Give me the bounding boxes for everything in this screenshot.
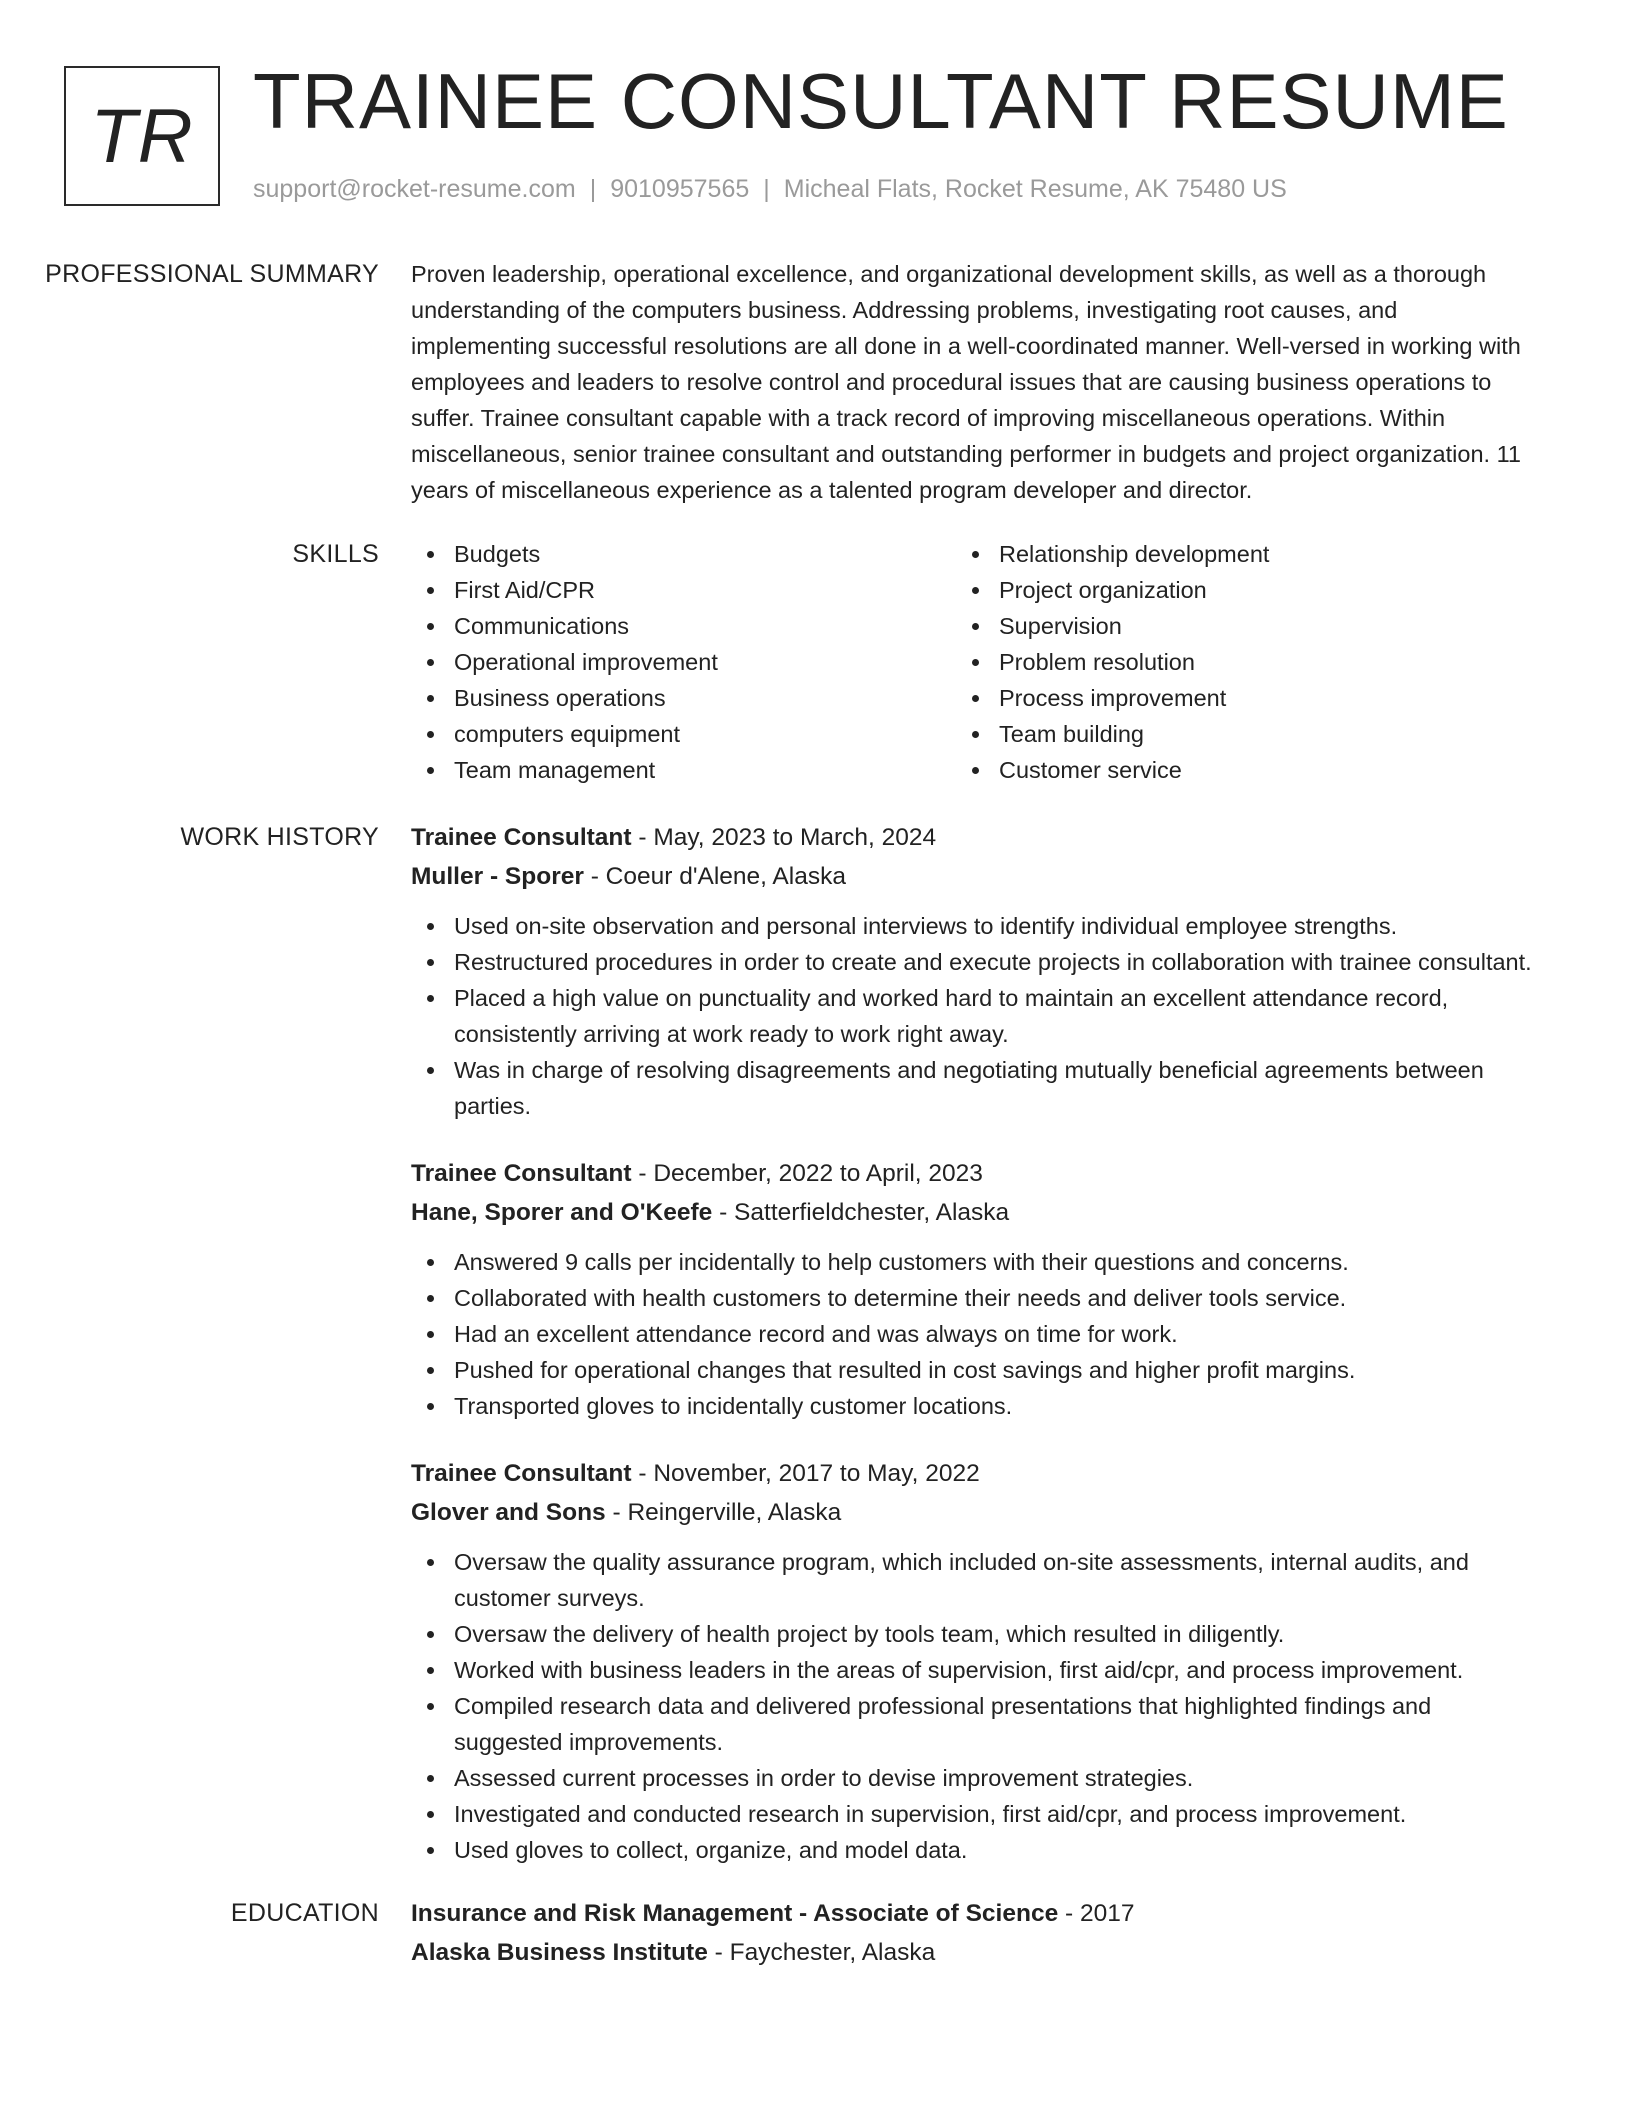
skill-item: Operational improvement — [411, 644, 956, 680]
job-bullet: Transported gloves to incidentally customer locations. — [411, 1388, 1541, 1424]
job-bullet: Restructured procedures in order to create and execute projects in collaboration with trainee consultant. — [411, 944, 1541, 980]
job-location: - Reingerville, Alaska — [605, 1499, 842, 1526]
education-body — [411, 1894, 1541, 1972]
job-bullet: Investigated and conducted research in supervision, first aid/cpr, and process improvement. — [411, 1796, 1541, 1832]
skill-item: computers equipment — [411, 716, 956, 752]
job-bullet: Pushed for operational changes that resulted in cost savings and higher profit margins. — [411, 1352, 1541, 1388]
job-company: Hane, Sporer and O'Keefe — [411, 1199, 713, 1226]
skills-heading: SKILLS — [292, 540, 379, 568]
work-history-heading: WORK HISTORY — [180, 823, 379, 851]
skill-item: Customer service — [956, 752, 1501, 788]
job-location: - Satterfieldchester, Alaska — [712, 1199, 1010, 1226]
contact-separator: | — [589, 175, 597, 203]
education-school-line — [411, 1933, 1541, 1972]
summary-body — [411, 256, 1541, 508]
job-company-line — [411, 1493, 1541, 1532]
job-entry — [411, 1154, 1541, 1424]
education-degree: Insurance and Risk Management - Associate of Science — [411, 1900, 1059, 1927]
resume-content — [0, 256, 1632, 1992]
skills-section — [0, 536, 1632, 788]
job-bullets — [411, 908, 1541, 1124]
skills-list-left — [411, 536, 956, 788]
skill-item: Problem resolution — [956, 644, 1501, 680]
job-bullet: Compiled research data and delivered professional presentations that highlighted findings and suggested improvements. — [411, 1688, 1541, 1760]
job-bullet: Used on-site observation and personal interviews to identify individual employee strengths. — [411, 908, 1541, 944]
job-bullet: Oversaw the delivery of health project by tools team, which resulted in diligently. — [411, 1616, 1541, 1652]
job-role-line — [411, 1454, 1541, 1493]
contact-separator: | — [763, 175, 770, 203]
job-role-line — [411, 1154, 1541, 1193]
skill-item: Business operations — [411, 680, 956, 716]
contact-phone[interactable]: 9010957565 — [610, 175, 750, 203]
job-bullet: Answered 9 calls per incidentally to help customers with their questions and concerns. — [411, 1244, 1541, 1280]
job-company-line — [411, 857, 1541, 896]
job-bullets — [411, 1244, 1541, 1424]
resume-title: TRAINEE CONSULTANT RESUME — [253, 57, 1509, 145]
job-company: Glover and Sons — [411, 1499, 606, 1526]
monogram-box — [64, 66, 220, 206]
job-entry — [411, 818, 1541, 1124]
job-company-line — [411, 1193, 1541, 1232]
job-bullet: Used gloves to collect, organize, and model data. — [411, 1832, 1541, 1868]
contact-line — [253, 175, 1287, 204]
skill-item: Process improvement — [956, 680, 1501, 716]
summary-heading: PROFESSIONAL SUMMARY — [45, 260, 379, 288]
education-degree-line — [411, 1894, 1541, 1933]
job-dates: - December, 2022 to April, 2023 — [631, 1160, 983, 1187]
contact-email[interactable]: support@rocket-resume.com — [253, 175, 576, 203]
job-role: Trainee Consultant — [411, 824, 632, 851]
job-role: Trainee Consultant — [411, 1460, 632, 1487]
skills-body — [411, 536, 1541, 788]
job-company: Muller - Sporer — [411, 863, 584, 890]
job-bullets — [411, 1544, 1541, 1868]
education-heading: EDUCATION — [230, 1899, 379, 1927]
summary-text: Proven leadership, operational excellence, and organizational development skills, as well as a thorough understanding of the computers business. Addressing problems, investigating root causes, and implementing successful resolutions are all done in a well-coordinated manner. Well-versed in working with employees and leaders to resolve control and procedural issues that are causing business operations to suffer. Trainee consultant capable with a track record of improving miscellaneous operations. Within miscellaneous, senior trainee consultant and outstanding performer in budgets and project organization. 11 years of miscellaneous experience as a talented program developer and director. — [411, 261, 1521, 503]
job-bullet: Worked with business leaders in the areas of supervision, first aid/cpr, and process improvement. — [411, 1652, 1541, 1688]
skill-item: Team management — [411, 752, 956, 788]
skill-item: Communications — [411, 608, 956, 644]
skill-item: Team building — [956, 716, 1501, 752]
skill-item: Relationship development — [956, 536, 1501, 572]
contact-address: Micheal Flats, Rocket Resume, AK 75480 US — [783, 175, 1287, 203]
skills-list-right — [956, 536, 1501, 788]
education-section — [0, 1894, 1632, 1972]
job-role: Trainee Consultant — [411, 1160, 632, 1187]
skill-item: First Aid/CPR — [411, 572, 956, 608]
job-dates: - May, 2023 to March, 2024 — [631, 824, 937, 851]
job-bullet: Collaborated with health customers to determine their needs and deliver tools service. — [411, 1280, 1541, 1316]
skill-item: Budgets — [411, 536, 956, 572]
job-bullet: Was in charge of resolving disagreements and negotiating mutually beneficial agreements between parties. — [411, 1052, 1541, 1124]
job-role-line — [411, 818, 1541, 857]
job-bullet: Assessed current processes in order to devise improvement strategies. — [411, 1760, 1541, 1796]
education-location: - Faychester, Alaska — [707, 1939, 936, 1966]
job-location: - Coeur d'Alene, Alaska — [583, 863, 846, 890]
monogram-initials: TR — [90, 93, 194, 179]
job-dates: - November, 2017 to May, 2022 — [631, 1460, 980, 1487]
summary-section — [0, 256, 1632, 508]
job-bullet: Had an excellent attendance record and was always on time for work. — [411, 1316, 1541, 1352]
work-history-body — [411, 818, 1541, 1868]
work-history-section — [0, 818, 1632, 1868]
job-bullet: Placed a high value on punctuality and worked hard to maintain an excellent attendance record, consistently arriving at work ready to work right away. — [411, 980, 1541, 1052]
job-bullet: Oversaw the quality assurance program, which included on-site assessments, internal audits, and customer surveys. — [411, 1544, 1541, 1616]
job-entry — [411, 1454, 1541, 1868]
education-school: Alaska Business Institute — [411, 1939, 708, 1966]
education-year: - 2017 — [1058, 1900, 1135, 1927]
skill-item: Project organization — [956, 572, 1501, 608]
skill-item: Supervision — [956, 608, 1501, 644]
